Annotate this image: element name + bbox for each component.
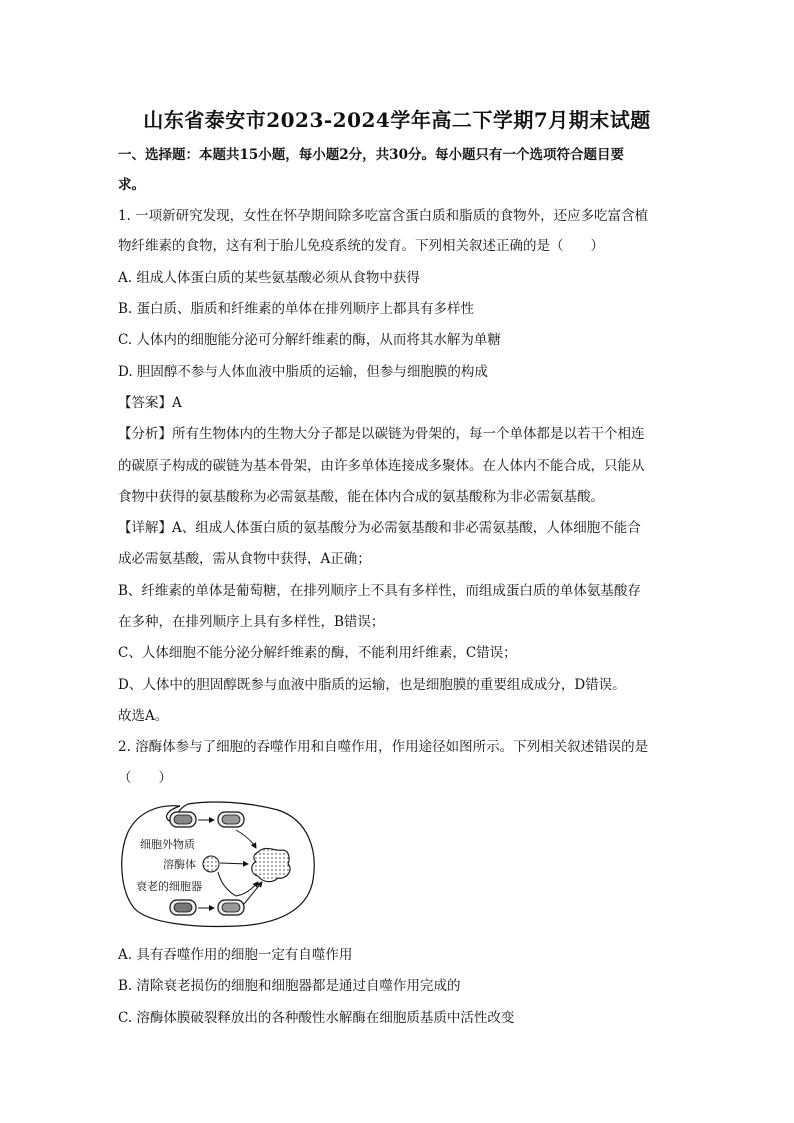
q1-conclusion: 故选A。 [118,708,169,724]
q1-answer: 【答案】A [118,395,182,411]
q1-option-a: A. 组成人体蛋白质的某些氨基酸必须从食物中获得 [118,270,420,286]
q2-stem-line2: （ ） [118,770,172,786]
label-aging-organelle: 衰老的细胞器 [136,880,202,893]
q1-option-d: D. 胆固醇不参与人体血液中脂质的运输，但参与细胞膜的构成 [118,364,488,380]
cell-figure [118,800,318,930]
q1-analysis-line3: 食物中获得的氨基酸称为必需氨基酸，能在体内合成的氨基酸称为非必需氨基酸。 [118,489,604,505]
secondary-lysosome [252,848,290,881]
q1-detail-line2: 成必需氨基酸，需从食物中获得，A正确； [118,551,371,567]
q1-detail-line4: 在多种，在排列顺序上具有多样性，B错误； [118,614,385,630]
section-header-line2: 求。 [118,177,145,193]
section-header-line1: 一、选择题：本题共15小题，每小题2分，共30分。每小题只有一个选项符合题目要 [118,147,624,163]
label-lysosome: 溶酶体 [163,858,196,871]
q2-option-a: A. 具有吞噬作用的细胞一定有自噬作用 [118,947,353,963]
q1-detail-line5: C、人体细胞不能分泌分解纤维素的酶，不能利用纤维素，C错误； [118,645,517,661]
q1-detail-line6: D、人体中的胆固醇既参与血液中脂质的运输，也是细胞膜的重要组成成分，D错误。 [118,677,626,693]
q2-stem-line1: 2. 溶酶体参与了细胞的吞噬作用和自噬作用，作用途径如图所示。下列相关叙述错误的是 [118,739,649,755]
q1-analysis-line1: 【分析】所有生物体内的生物大分子都是以碳链为骨架的，每一个单体都是以若干个相连 [118,426,645,442]
q1-stem-line2: 物纤维素的食物，这有利于胎儿免疫系统的发育。下列相关叙述正确的是（ ） [118,238,604,254]
q1-detail-line1: 【详解】A、组成人体蛋白质的氨基酸分为必需氨基酸和非必需氨基酸，人体细胞不能合 [118,520,641,536]
lysosome-vesicle [203,856,219,872]
q2-option-c: C. 溶酶体膜破裂释放出的各种酸性水解酶在细胞质基质中活性改变 [118,1010,515,1026]
q1-detail-line3: B、纤维素的单体是葡萄糖，在排列顺序上不具有多样性，而组成蛋白质的单体氨基酸存 [118,583,641,599]
q1-analysis-line2: 的碳原子构成的碳链为基本骨架，由许多单体连接成多聚体。在人体内不能合成，只能从 [118,458,645,474]
page-title: 山东省泰安市2023-2024学年高二下学期7月期末试题 [143,108,651,132]
q1-option-b: B. 蛋白质、脂质和纤维素的单体在排列顺序上都具有多样性 [118,301,475,317]
lysosome-diagram [118,800,318,930]
q1-option-c: C. 人体内的细胞能分泌可分解纤维素的酶，从而将其水解为单糖 [118,332,501,348]
q2-option-b: B. 清除衰老损伤的细胞和细胞器都是通过自噬作用完成的 [118,978,461,994]
label-extracellular-material: 细胞外物质 [140,838,195,851]
q1-stem-line1: 1. 一项新研究发现，女性在怀孕期间除多吃富含蛋白质和脂质的食物外，还应多吃富含植 [118,208,649,224]
